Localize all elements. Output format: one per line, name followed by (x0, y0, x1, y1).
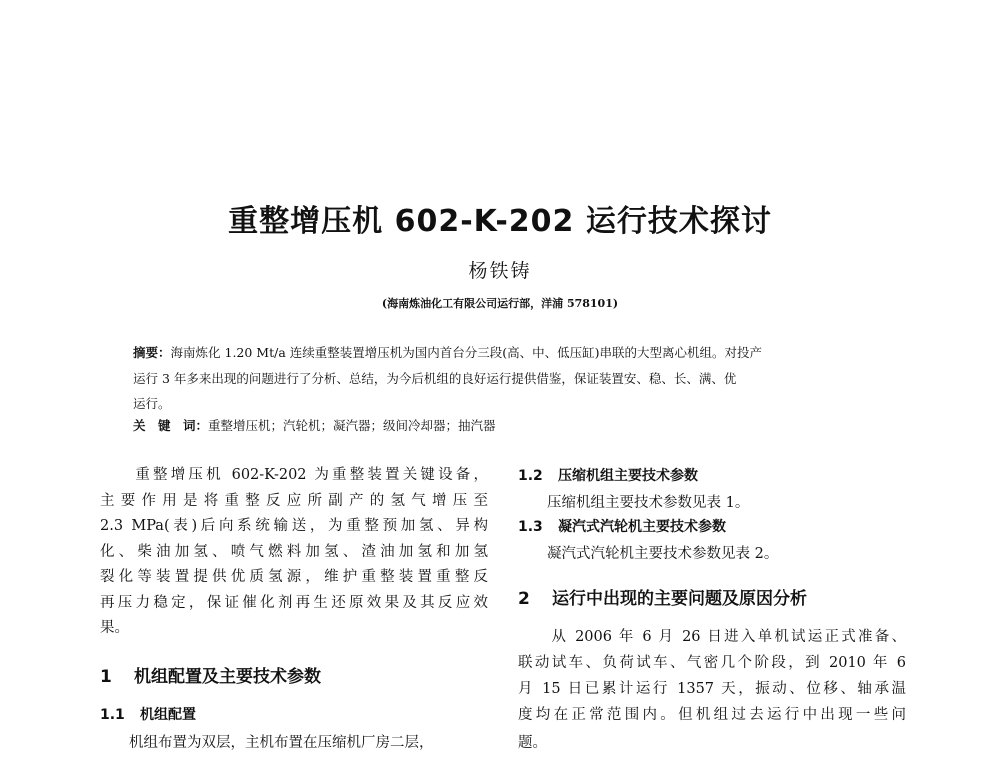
section-number: 1 (100, 667, 112, 687)
body-line: 压缩机组主要技术参数见表 1。 (518, 495, 750, 511)
abstract-text: 海南炼化 1.20 Mt/a 连续重整装置增压机为国内首台分三段(高、中、低压缸)串联的大型离心机组。对投产 (170, 345, 763, 360)
body-line: 凝汽式汽轮机主要技术参数见表 2。 (518, 546, 779, 562)
body-line: 度均在正常范围内。但机组过去运行中出现一些问 (518, 707, 906, 723)
keywords-label: 关 键 词： (133, 418, 209, 433)
body-line: 重整增压机 602-K-202 为重整装置关键设备， (100, 467, 488, 483)
body-line: 再压力稳定，保证催化剂再生还原效果及其反应效 (100, 595, 488, 611)
body-line: 化、柴油加氢、喷气燃料加氢、渣油加氢和加氢 (100, 544, 488, 560)
keywords-text: 重整增压机；汽轮机；凝汽器；级间冷却器；抽汽器 (208, 418, 496, 433)
body-line: 果。 (100, 620, 129, 636)
body-line: 机组布置为双层，主机布置在压缩机厂房二层， (100, 735, 434, 751)
section-number: 1.1 (100, 707, 125, 723)
body-line: 主要作用是将重整反应所副产的氢气增压至 (100, 493, 488, 509)
section-heading-1-2 (518, 465, 698, 485)
section-heading-1 (100, 662, 321, 687)
section-title: 凝汽式汽轮机主要技术参数 (558, 519, 726, 535)
abstract-line-1 (133, 340, 762, 365)
section-heading-2 (518, 584, 807, 609)
section-title: 机组配置及主要技术参数 (134, 667, 321, 687)
body-line: 裂化等装置提供优质氢源，维护重整装置重整反 (100, 569, 488, 585)
section-number: 1.2 (518, 468, 543, 484)
section-number: 1.3 (518, 519, 543, 535)
body-line: 2.3 MPa(表)后向系统输送，为重整预加氢、异构 (100, 518, 488, 534)
paper-title: 重整增压机 602-K-202 运行技术探讨 (228, 204, 772, 239)
section-heading-1-1 (100, 704, 196, 724)
section-number: 2 (518, 589, 530, 609)
body-line: 联动试车、负荷试车、气密几个阶段，到 2010 年 6 (518, 655, 906, 671)
body-line: 月 15 日已累计运行 1357 天，振动、位移、轴承温 (518, 681, 906, 697)
section-heading-1-3 (518, 516, 726, 536)
body-line: 从 2006 年 6 月 26 日进入单机试运正式准备、 (518, 629, 906, 645)
section-title: 运行中出现的主要问题及原因分析 (552, 589, 807, 609)
abstract-line-2: 运行 3 年多来出现的问题进行了分析、总结，为今后机组的良好运行提供借鉴，保证装置安、稳、长、满、优 (133, 371, 737, 386)
body-line: 题。 (518, 735, 547, 751)
abstract-label: 摘要： (133, 345, 171, 360)
author-name: 杨铁铸 (468, 260, 532, 282)
section-title: 机组配置 (140, 707, 196, 723)
section-title: 压缩机组主要技术参数 (558, 468, 698, 484)
abstract-line-3: 运行。 (133, 396, 171, 411)
affiliation: (海南炼油化工有限公司运行部，洋浦 578101) (381, 297, 619, 310)
keywords-line (133, 413, 496, 438)
